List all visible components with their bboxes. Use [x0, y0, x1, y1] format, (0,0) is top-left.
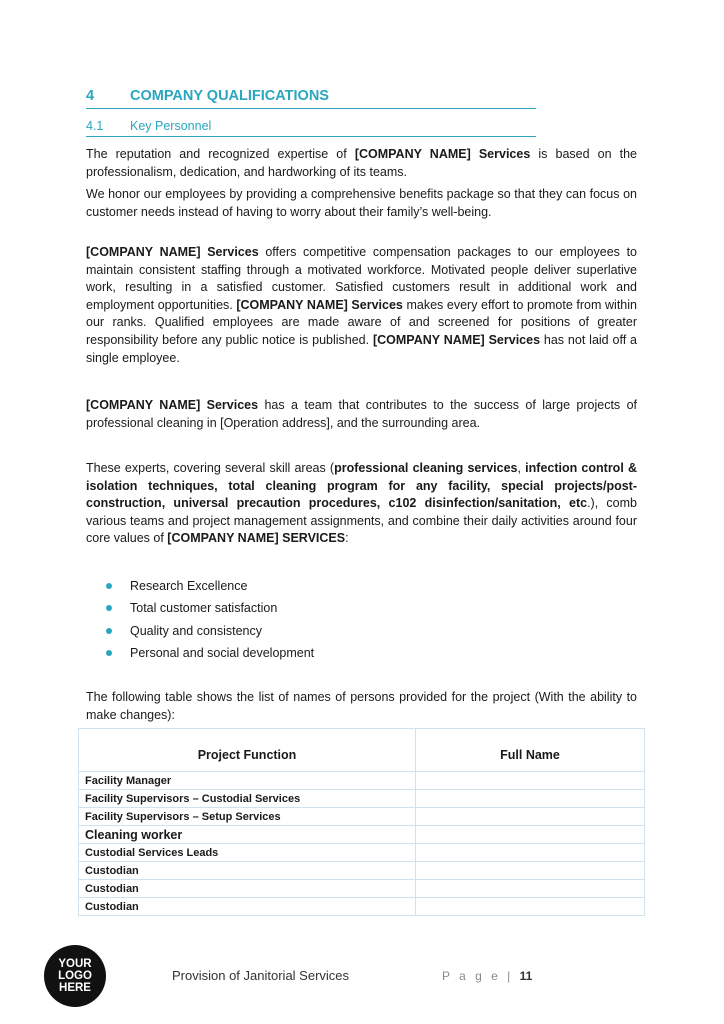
personnel-table	[78, 728, 645, 916]
bullet-icon	[106, 628, 112, 634]
paragraph-compensation: [COMPANY NAME] Services offers competitive compensation packages to our employees to maintain consistent staffing through a motivated workforce. Motivated people deliver superlative work, resulting in a satisfied customer. Satisfied customers result in additional work and employment opportunities. [COMPANY NAME] Services makes every effort to promote from within our ranks. Qualified employees are made aware of and screened for positions of greater responsibility before any public notice is published. [COMPANY NAME] Services has not laid off a single employee.	[86, 245, 637, 365]
name-cell[interactable]	[416, 862, 645, 880]
column-header-function: Project Function	[79, 729, 416, 772]
name-cell[interactable]	[416, 772, 645, 790]
company-logo: YOUR LOGO HERE	[44, 945, 106, 1007]
list-item: Total customer satisfaction	[106, 598, 314, 620]
function-cell: Facility Supervisors – Custodial Services	[79, 790, 416, 808]
name-cell[interactable]	[416, 898, 645, 916]
table-row	[79, 808, 645, 826]
paragraph-reputation: The reputation and recognized expertise of [COMPANY NAME] Services is based on the professionalism, dedication, and hardworking of its teams.	[86, 147, 638, 179]
table-intro: The following table shows the list of names of persons provided for the project (With the ability to make changes):	[86, 690, 637, 722]
function-cell: Custodial Services Leads	[79, 844, 416, 862]
section-heading	[86, 88, 536, 109]
paragraph-benefits: We honor our employees by providing a comprehensive benefits package so that they can focus on customer needs instead of having to worry about their family’s well-being.	[86, 187, 637, 219]
list-item: Quality and consistency	[106, 621, 314, 643]
table-row	[79, 790, 645, 808]
subsection-title: Key Personnel	[130, 119, 212, 133]
table-row	[79, 844, 645, 862]
paragraph-experts: These experts, covering several skill areas (professional cleaning services, infection control & isolation techniques, total cleaning program for any facility, special projects/post-construction, universal precaution procedures, c102 disinfection/sanitation, etc.), comb various teams and project management assignments, and combine their daily activities around four core values of [COMPANY NAME] SERVICES:	[86, 461, 637, 546]
list-item: Research Excellence	[106, 576, 314, 598]
table-header-row	[79, 729, 645, 772]
subsection-heading	[86, 118, 536, 137]
name-cell[interactable]	[416, 826, 645, 844]
function-cell: Custodian	[79, 862, 416, 880]
bullet-icon	[106, 650, 112, 656]
table-row	[79, 880, 645, 898]
page-number: P a g e | 11	[442, 969, 533, 983]
name-cell[interactable]	[416, 790, 645, 808]
table-row	[79, 862, 645, 880]
paragraph-team: [COMPANY NAME] Services has a team that contributes to the success of large projects of professional cleaning in [Operation address], and the surrounding area.	[86, 398, 637, 430]
column-header-name: Full Name	[416, 729, 645, 772]
function-cell: Custodian	[79, 880, 416, 898]
name-cell[interactable]	[416, 808, 645, 826]
subsection-number: 4.1	[86, 119, 104, 133]
function-cell: Cleaning worker	[79, 826, 416, 844]
name-cell[interactable]	[416, 844, 645, 862]
bullet-icon	[106, 583, 112, 589]
section-title: COMPANY QUALIFICATIONS	[130, 88, 329, 104]
table-row	[79, 898, 645, 916]
function-cell: Custodian	[79, 898, 416, 916]
function-cell: Facility Manager	[79, 772, 416, 790]
footer-title: Provision of Janitorial Services	[172, 968, 350, 983]
list-item: Personal and social development	[106, 643, 314, 665]
bullet-icon	[106, 605, 112, 611]
function-cell: Facility Supervisors – Setup Services	[79, 808, 416, 826]
core-values-list	[106, 576, 314, 665]
section-number: 4	[86, 88, 95, 104]
name-cell[interactable]	[416, 880, 645, 898]
table-row	[79, 772, 645, 790]
table-row	[79, 826, 645, 844]
